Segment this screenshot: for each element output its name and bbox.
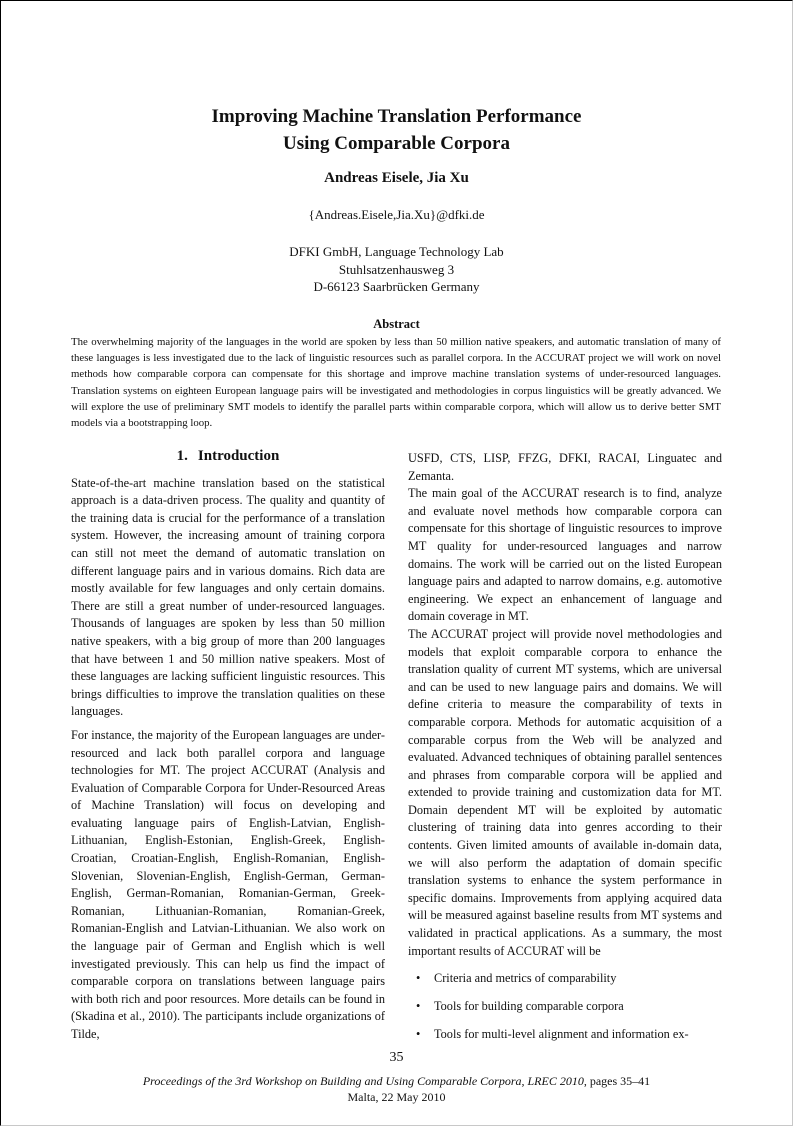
paragraph: USFD, CTS, LISP, FFZG, DFKI, RACAI, Linguatec and Zemanta. [408, 451, 722, 483]
abstract-heading: Abstract [373, 317, 420, 331]
footer-pages: , pages 35–41 [583, 1074, 651, 1088]
paper-title [0, 103, 793, 157]
footer [0, 1073, 793, 1105]
affiliation [0, 243, 793, 296]
footer-proceedings: Proceedings of the 3rd Workshop on Building and Using Comparable Corpora, LREC 2010 [142, 1074, 584, 1088]
section-title: Introduction [197, 448, 280, 464]
results-list [408, 970, 722, 1043]
bullet-icon: • [416, 999, 421, 1014]
right-column [408, 450, 722, 1054]
bullet-icon: • [416, 971, 421, 986]
authors: Andreas Eisele, Jia Xu [324, 170, 469, 186]
abstract-text: The overwhelming majority of the languages in the world are spoken by less than 50 million native speakers, and automatic translation of many of these languages is less investigated due to the lack of linguistic resources such as parallel corpora. In the ACCURAT project we will work on novel methods how comparable corpora can compensate for this shortage and improve machine translation systems of under-resourced languages. Translation systems on eighteen European language pairs will be investigated and methodologies in corpus linguistics will be greatly advanced. We will explore the use of preliminary SMT models to identify the parallel parts within comparable corpora, which will allow us to derive better SMT models via a bootstrapping loop. [71, 336, 721, 430]
affiliation-line-1: DFKI GmbH, Language Technology Lab [289, 244, 504, 259]
list-item: • Criteria and metrics of comparability [416, 971, 617, 986]
paragraph: State-of-the-art machine translation based on the statistical approach is a data-driven process. The quality and quantity of the training data is crucial for the performance of a translation system. However, the increasing amount of training corpora can still not meet the demand of automatic translation on different language pairs and in various domains. Rich data are mostly available for few languages and only certain domains. There are still a great number of under-resourced languages. Thousands of languages are spoken by less than 50 million native speakers, with a big group of more than 200 languages that have between 1 and 50 million native speakers. Most of these languages are lacking sufficient linguistic resources. This brings difficulties to improve the translation qualities on these languages. [71, 475, 385, 719]
page-number: 35 [389, 1050, 404, 1065]
left-column [71, 448, 385, 1050]
paragraph: The main goal of the ACCURAT research is to find, analyze and evaluate novel methods how comparable corpora can compensate for this shortage of linguistic resources to improve MT quality for under-resourced languages and narrow domains. The work will be carried out on the listed European language pairs and adapted to narrow domains, e.g. automotive engineering. We expect an enhancement of language and domain coverage in MT. [408, 486, 722, 624]
paragraph: For instance, the majority of the European languages are under-resourced and lack both parallel corpora and language technologies for MT. The project ACCURAT (Analysis and Evaluation of Comparable Corpora for Under-Resourced Areas of Machine Translation) will focus on developing and evaluating language pairs of English-Latvian, English-Lithuanian, English-Estonian, English-Greek, English-Croatian, Croatian-English, English-Romanian, English-Slovenian, Slovenian-English, English-German, German-English, German-Romanian, Romanian-German, Greek-Romanian, Lithuanian-Romanian, Romanian-Greek, Romanian-English and Latvian-Lithuanian. We also work on the language pair of German and English which is well investigated previously. This can help us find the impact of comparable corpora on translations between language pairs with both rich and poor resources. More details can be found in (Skadina et al., 2010). The participants include organizations of Tilde, [71, 727, 385, 1041]
section-heading [71, 448, 385, 466]
title-line-1: Improving Machine Translation Performance [211, 106, 582, 127]
author-email: {Andreas.Eisele,Jia.Xu}@dfki.de [308, 207, 485, 222]
paragraph: The ACCURAT project will provide novel methodologies and models that exploit comparable corpora to enhance the translation quality of current MT systems, which are universal and can be used to new language pairs and domains. We will define criteria to measure the comparability of texts in comparable corpora. Methods for automatic acquisition of a comparable corpus from the Web will be analyzed and evaluated. Advanced techniques of obtaining parallel sentences and phrases from comparable corpora will be applied and extended to provide training and customization data for MT. Domain dependent MT will be exploited by automatic clustering of training data into genres according to their contents. Given limited amounts of available in-domain data, we will also perform the adaptation of domain specific translation systems to enhance the system performance in specific domains. Improvements from applying acquired data will be measured against baseline results from MT systems and validated in practical applications. As a summary, the most important results of ACCURAT will be [408, 626, 722, 958]
list-item: • Tools for building comparable corpora [416, 999, 624, 1014]
affiliation-line-3: D-66123 Saarbrücken Germany [313, 279, 480, 294]
title-line-2: Using Comparable Corpora [283, 133, 510, 154]
section-number: 1. [176, 448, 188, 464]
affiliation-line-2: Stuhlsatzenhausweg 3 [338, 261, 455, 277]
list-item: • Tools for multi-level alignment and information ex- [416, 1027, 689, 1042]
bullet-icon: • [416, 1027, 421, 1042]
footer-location: Malta, 22 May 2010 [347, 1090, 446, 1104]
